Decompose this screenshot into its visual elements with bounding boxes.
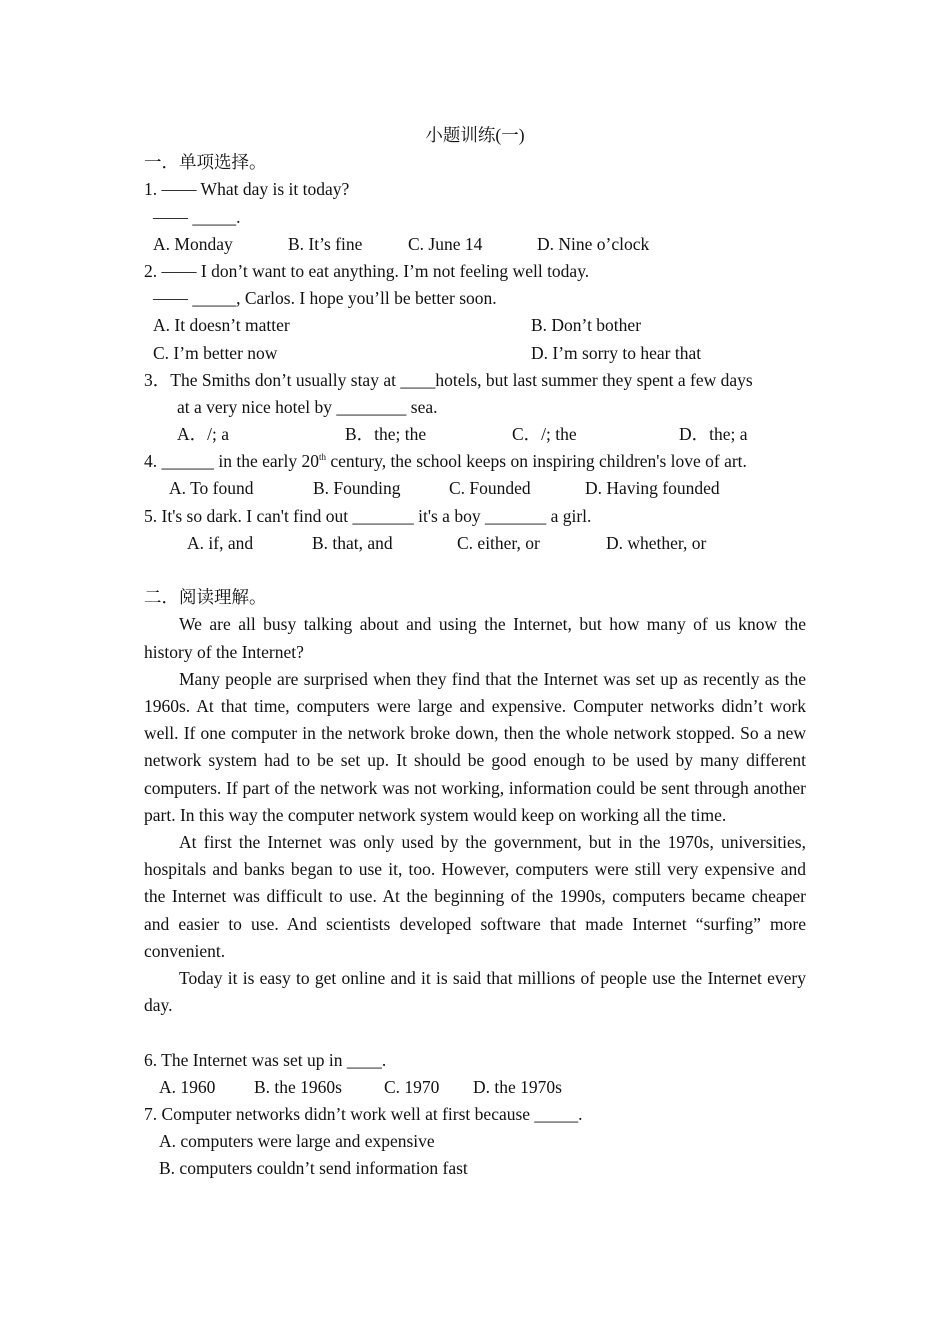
section2-heading: 二．阅读理解。 [144,587,267,608]
q1-option-a[interactable]: A. Monday [153,233,233,254]
reading-paragraph-3: At first the Internet was only used by the government, but in the 1970s, universities, hospitals and banks began to use it, too. However, computers were still very expensive and the Internet was difficult to use. At the beginning of the 1990s, computers became cheaper and easier to use. And scientists developed software that made Internet “surfing” more convenient. [144,832,806,961]
q2-option-c[interactable]: C. I’m better now [153,342,278,363]
q3-option-b[interactable]: B．the; the [345,424,427,445]
q2-answer: —— _____, Carlos. I hope you’ll be better soon. [153,288,497,309]
q3-option-c[interactable]: C．/; the [512,424,577,445]
page-title: 小题训练(一) [425,125,525,145]
q6-options [144,1074,806,1101]
q4-options [144,475,806,502]
q4-option-a[interactable]: A. To found [169,478,254,499]
q3-options [144,421,806,448]
q7-option-b[interactable]: B. computers couldn’t send information fast [159,1158,468,1179]
q7-option-a[interactable]: A. computers were large and expensive [159,1131,435,1152]
q4-option-d[interactable]: D. Having founded [585,478,720,499]
reading-paragraph-1: We are all busy talking about and using the Internet, but how many of us know the history of the Internet? [144,614,806,662]
section1-heading: 一．单项选择。 [144,152,267,173]
q6-option-d[interactable]: D. the 1970s [473,1076,562,1097]
q2-option-d[interactable]: D. I’m sorry to hear that [531,342,702,363]
q1-option-c[interactable]: C. June 14 [408,233,483,254]
q1-options [144,231,806,258]
q2-options-row2 [144,340,806,367]
q4-superscript: th [318,452,326,463]
q5-option-c[interactable]: C. either, or [457,532,540,553]
q6-stem: 6. The Internet was set up in ____. [144,1049,387,1070]
q6-option-b[interactable]: B. the 1960s [254,1076,342,1097]
reading-paragraph-2: Many people are surprised when they find that the Internet was set up as recently as the 1960s. At that time, computers were large and expensive. Computer networks didn’t work well. If one computer in the network broke down, then the whole network stopped. So a new network system had to be set up. It should be good enough to be used by many different computers. If part of the network was not working, information could be sent through another part. In this way the computer network system would keep on working all the time. [144,668,806,825]
q5-stem: 5. It's so dark. I can't find out _______ it's a boy _______ a girl. [144,505,592,526]
q3-option-a[interactable]: A．/; a [177,424,230,445]
q1-stem: 1. —— What day is it today? [144,179,350,200]
q5-options [144,530,806,557]
q4-option-b[interactable]: B. Founding [313,478,401,499]
q6-option-a[interactable]: A. 1960 [159,1076,216,1097]
q7-stem: 7. Computer networks didn’t work well at first because _____. [144,1103,583,1124]
q3-stem: 3．The Smiths don’t usually stay at ____hotels, but last summer they spent a few days [144,369,753,390]
q5-option-a[interactable]: A. if, and [187,532,254,553]
q3-option-d[interactable]: D．the; a [679,424,748,445]
q6-option-c[interactable]: C. 1970 [384,1076,440,1097]
reading-paragraph-4: Today it is easy to get online and it is said that millions of people use the Internet every day. [144,968,806,1016]
q5-option-b[interactable]: B. that, and [312,532,393,553]
q4-stem: 4. ______ in the early 20th century, the school keeps on inspiring children's love of art. [144,451,747,472]
q2-stem: 2. —— I don’t want to eat anything. I’m not feeling well today. [144,260,590,281]
q1-option-b[interactable]: B. It’s fine [288,233,363,254]
worksheet-page [144,122,806,1183]
q3-stem-continued: at a very nice hotel by ________ sea. [177,396,438,417]
q2-option-b[interactable]: B. Don’t bother [531,315,642,336]
q1-answer: —— _____. [153,206,241,227]
questions-spacer [144,1019,806,1046]
section-spacer [144,557,806,584]
q3-blank: ____ [400,369,436,390]
q2-option-a[interactable]: A. It doesn’t matter [153,315,290,336]
q5-option-d[interactable]: D. whether, or [606,532,707,553]
q2-options-row1 [144,312,806,339]
q1-option-d[interactable]: D. Nine o’clock [537,233,650,254]
q4-option-c[interactable]: C. Founded [449,478,531,499]
